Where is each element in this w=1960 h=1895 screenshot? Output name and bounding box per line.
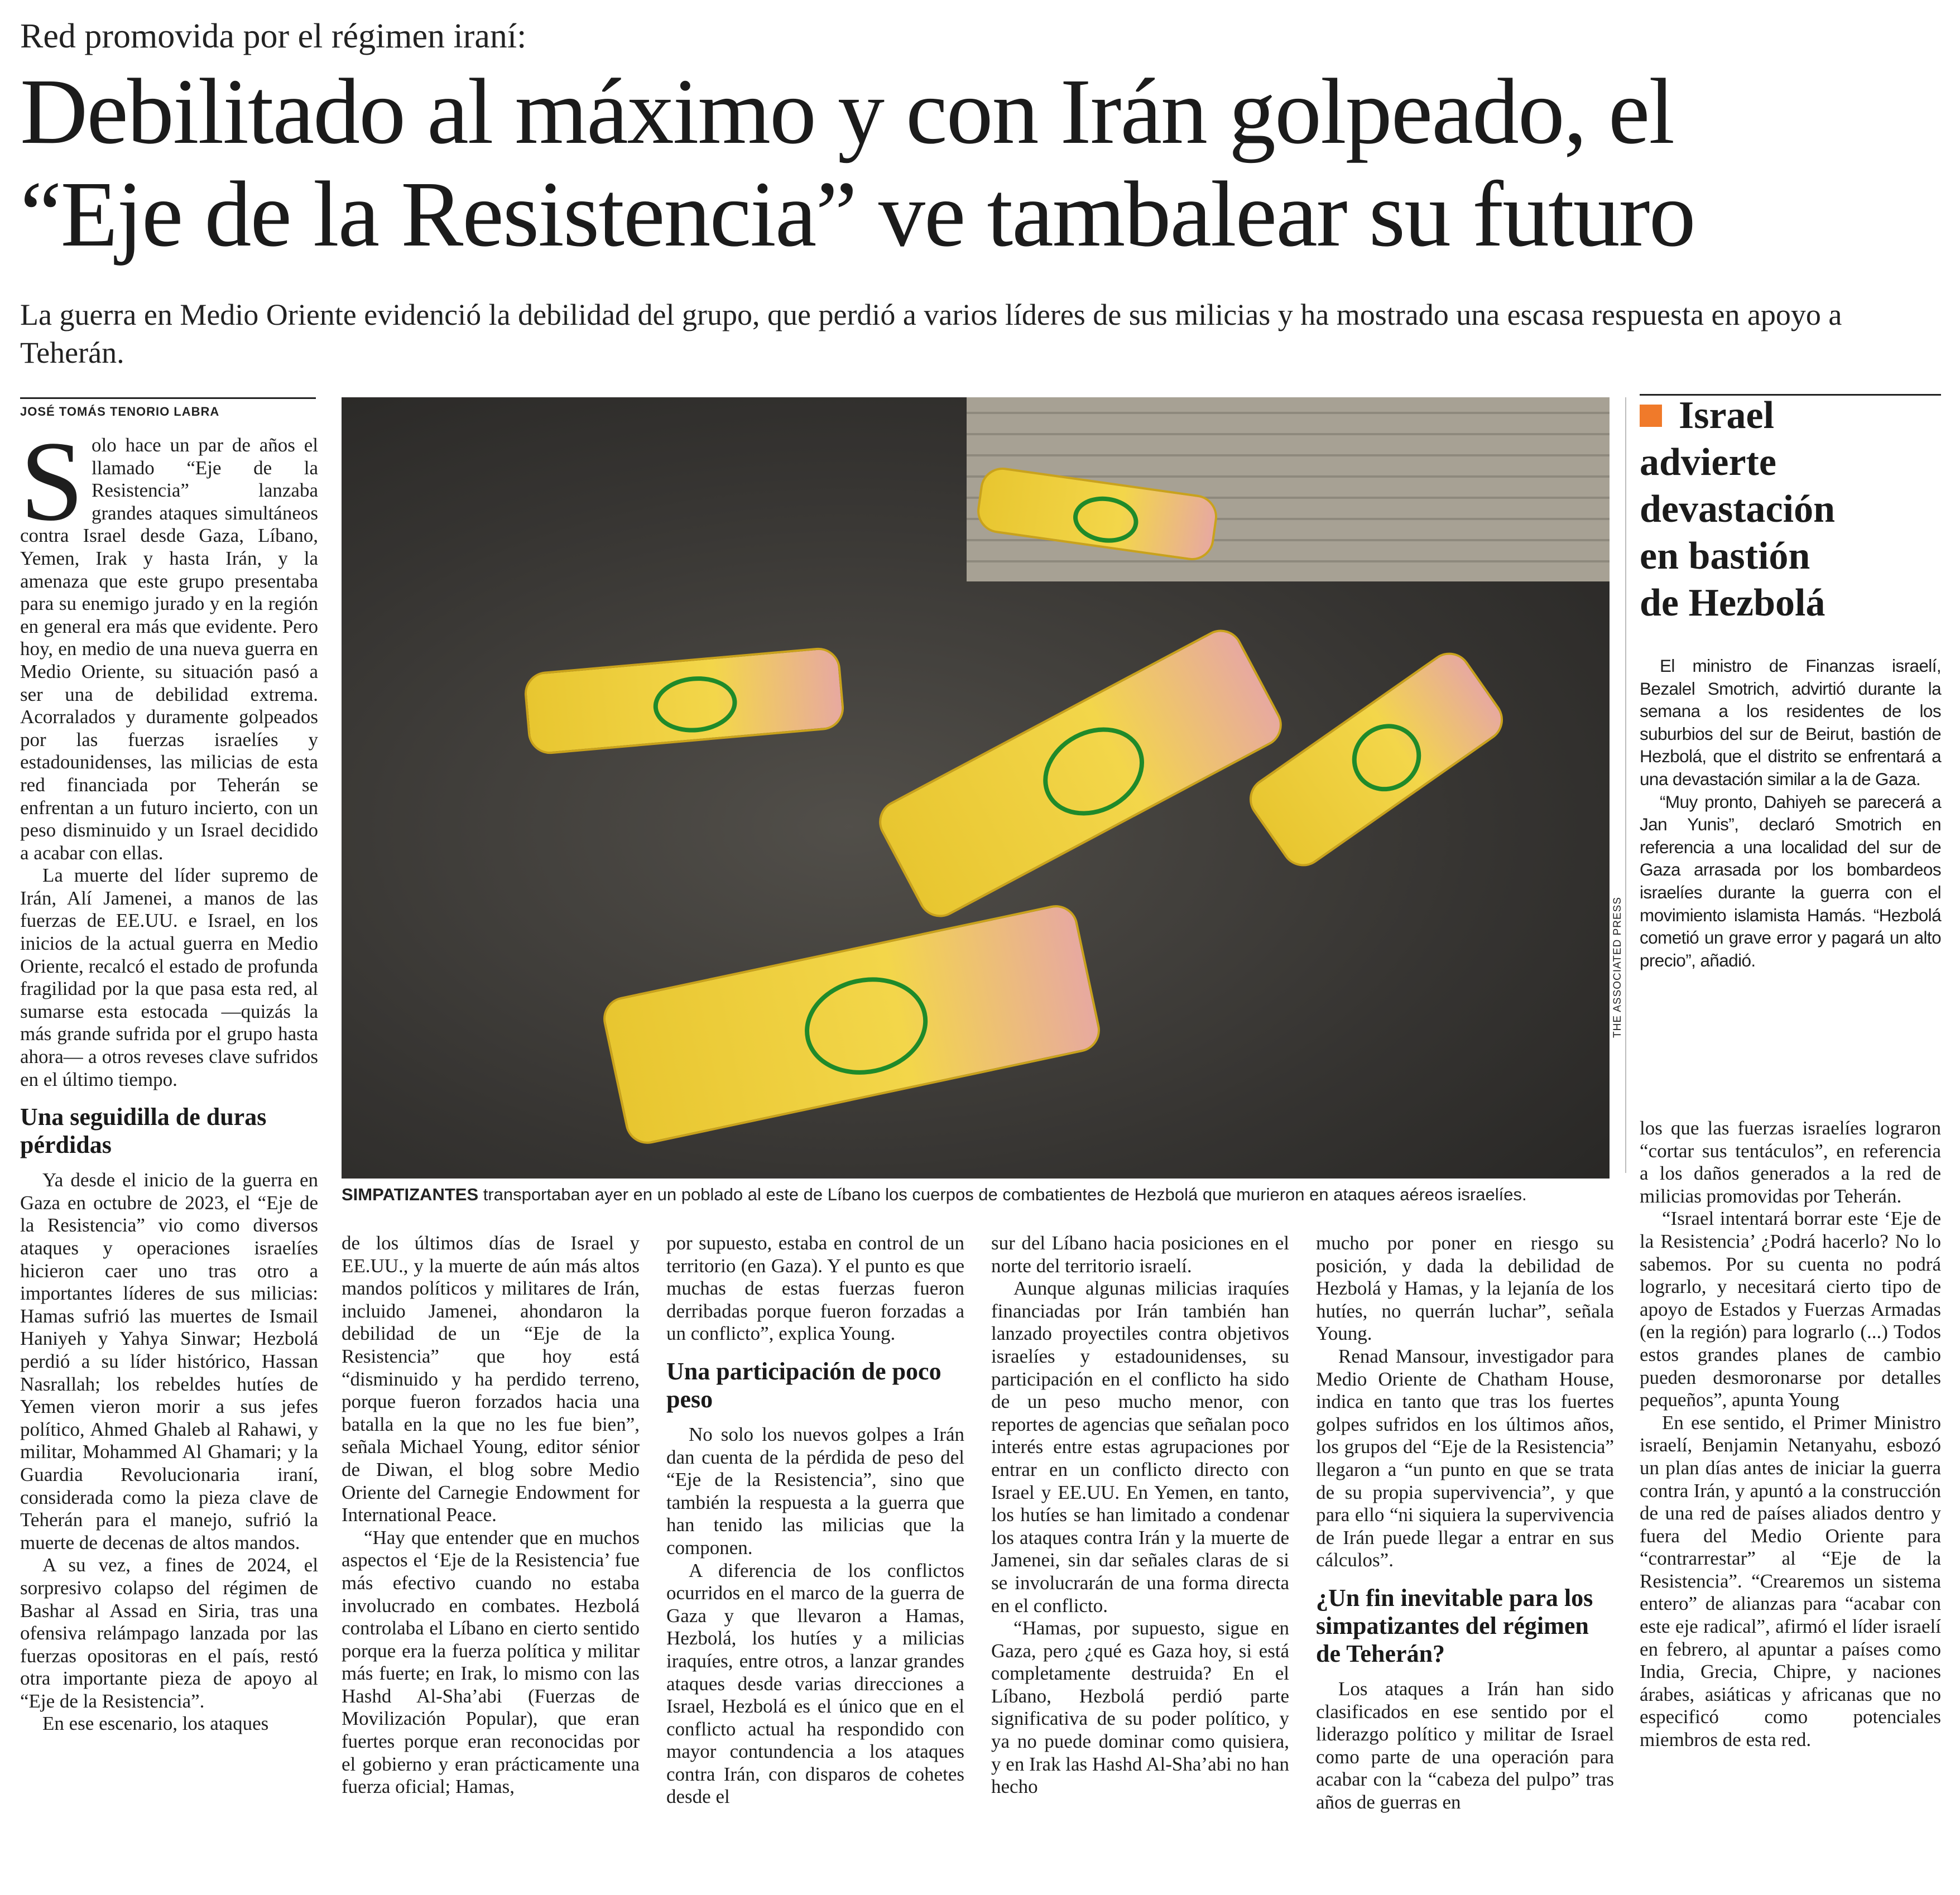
flag-emblem-icon	[651, 673, 740, 736]
article-paragraph: A diferencia de los conflictos ocurridos en el marco de la guerra de Gaza y que llevaron a Hamas, Hezbolá, los hutíes y a milicias iraquíes, entre otros, a lanzar grandes ataques desde varias direcciones a Israel, Hezbolá es el único que en el conflicto actual ha respondido con mayor contundencia a los ataques contra Irán, con disparos de cohetes desde el	[666, 1559, 964, 1808]
drop-cap: S	[20, 418, 84, 545]
sidebar-box	[1640, 394, 1941, 971]
article-paragraph: “Hamas, por supuesto, sigue en Gaza, pero ¿qué es Gaza hoy, si está completamente destruida? En el Líbano, Hezbolá perdió parte significativa de su poder político, y ya no puede dominar como quisiera, y en Irak las Hashd Al-Sha’abi no han hecho	[991, 1617, 1289, 1798]
flag-emblem-icon	[1070, 492, 1141, 546]
section-heading: Una participación de poco peso	[666, 1357, 941, 1413]
article-column-3	[666, 1232, 964, 1809]
kicker: Red promovida por el régimen iraní:	[20, 17, 527, 55]
article-paragraph: En ese sentido, el Primer Ministro israelí, Benjamin Netanyahu, esbozó un plan días antes de iniciar la guerra contra Irán, y apuntó a la construcción de una red de países aliados dentro y fuera del Medio Oriente para “contrarrestar” al “Eje de la Resistencia”. “Crearemos un sistema entero” de alianzas para “acabar con este eje radical”, afirmó el líder israelí en febrero, al apuntar a países como India, Grecia, Chipre, y naciones árabes, asiáticas y africanas que no especificó como potenciales miembros de esta red.	[1640, 1411, 1941, 1751]
article-paragraph: Los ataques a Irán han sido clasificados en ese sentido por el liderazgo político y militar de Israel como parte de una operación para acabar con la “cabeza del pulpo” tras años de guerras en	[1316, 1677, 1614, 1813]
sidebar-title-text: Israel	[1679, 394, 1775, 437]
section-heading: Una seguidilla de duras pérdidas	[20, 1103, 267, 1159]
article-paragraph: Ya desde el inicio de la guerra en Gaza en octubre de 2023, el “Eje de la Resistencia” vio como diversos ataques y operaciones israelíes hicieron caer uno tras otro a importantes líderes de sus milicias: Hamas sufrió las muertes de Ismail Haniyeh y Yahya Sinwar; Hezbolá perdió a su líder histórico, Hassan Nasrallah; los rebeldes hutíes de Yemen vieron morir a sus jefes político, Ahmed Ghaleb al Rahawi, y militar, Mohammed Al Ghamari; y la Guardia Revolucionaria iraní, considerada como la pieza clave de Teherán para el manejo, sufrió la muerte de decenas de altos mandos.	[20, 1169, 318, 1553]
byline: JOSÉ TOMÁS TENORIO LABRA	[20, 397, 316, 419]
article-paragraph: de los últimos días de Israel y EE.UU., y la muerte de aún más altos mandos políticos y militares de Irán, incluido Jamenei, ahondaron la debilidad de un “Eje de la Resistencia” que hoy está “disminuido y ha perdido terreno, porque fueron forzados hacia una batalla en la que no les fue bien”, señala Michael Young, editor sénior de Diwan, el blog sobre Medio Oriente del Carnegie Endowment for International Peace.	[342, 1232, 640, 1526]
article-paragraph: En ese escenario, los ataques	[42, 1713, 269, 1735]
sidebar-title	[1640, 392, 1941, 627]
flag-emblem-icon	[796, 966, 937, 1085]
article-column-4	[991, 1232, 1289, 1798]
caption-text: transportaban ayer en un poblado al este de Líbano los cuerpos de combatientes de Hezbolá que murieron en ataques aéreos israelíes.	[478, 1185, 1527, 1204]
article-paragraph: mucho por poner en riesgo su posición, y dada la debilidad de Hezbolá y Hamas, y la lejanía de los hutíes, no querrán luchar”, señala Young.	[1316, 1232, 1614, 1345]
photo-caption	[342, 1184, 1620, 1205]
sidebar-divider	[1625, 397, 1626, 1173]
article-paragraph: “Israel intentará borrar este ‘Eje de la Resistencia’ ¿Podrá hacerlo? No lo sabemos. Por su cuenta no podrá lograrlo, y necesitará cierto tipo de apoyo de Estados y Fuerzas Armadas (en la región) para lograrlo (...) Todos estos grandes planes de cambio pueden desmoronarse por detalles pequeños”, apunta Young	[1640, 1208, 1941, 1411]
article-column-6	[1640, 1117, 1941, 1752]
headline	[20, 60, 1940, 266]
article-paragraph: los que las fuerzas israelíes lograron “cortar sus tentáculos”, en referencia a los daños generados a la red de milicias promovidas por Teherán.	[1640, 1117, 1941, 1207]
sidebar-title-line: de Hezbolá	[1640, 581, 1826, 624]
headline-line-1: Debilitado al máximo y con Irán golpeado, el	[20, 60, 1674, 163]
news-photo	[342, 397, 1610, 1179]
article-paragraph: A su vez, a fines de 2024, el sorpresivo colapso del régimen de Bashar al Assad en Siria, tras una ofensiva relámpago lanzada por las fuerzas opositoras en el país, restó otra importante pieza de apoyo al “Eje de la Resistencia”.	[20, 1554, 318, 1712]
article-column-5	[1316, 1232, 1614, 1814]
sidebar-title-line: devastación	[1640, 488, 1835, 531]
sidebar-body	[1640, 655, 1941, 971]
sidebar-title-line: en bastión	[1640, 535, 1810, 578]
headline-line-2: “Eje de la Resistencia” ve tambalear su futuro	[20, 162, 1695, 266]
article-paragraph: No solo los nuevos golpes a Irán dan cuenta de la pérdida de peso del “Eje de la Resistencia”, sino que también la respuesta a la guerra que han tenido las milicias que la componen.	[666, 1423, 964, 1559]
sidebar-title-line: advierte	[1640, 441, 1776, 484]
article-paragraph: “Hay que entender que en muchos aspectos el ‘Eje de la Resistencia’ fue más efectivo cuando no estaba involucrado en combates. Hezbolá controlaba el Líbano en cierto sentido porque era la fuerza política y militar más fuerte; en Irak, lo mismo con las Hashd Al-Sha’abi (Fuerzas de Movilización Popular), que eran fuertes porque eran reconocidas por el gobierno y eran prácticamente una fuerza oficial; Hamas,	[342, 1526, 640, 1798]
article-paragraph: olo hace un par de años el llamado “Eje de la Resistencia” lanzaba grandes ataques simultáneos contra Israel desde Gaza, Líbano, Yemen, Irak y hasta Irán, y la amenaza que este grupo presentaba para su enemigo jurado y en la región en general era más que evidente. Pero hoy, en medio de una nueva guerra en Medio Oriente, su situación pasó a ser una de debilidad extrema. Acorralados y duramente golpeados por las fuerzas israelíes y estadounidenses, las milicias de esta red financiada por Teherán se enfrentan a un futuro incierto, con un peso disminuido y un Israel decidido a acabar con ellas.	[20, 434, 318, 864]
article-column-1	[20, 418, 318, 1735]
section-heading: ¿Un fin inevitable para los simpatizantes del régimen de Teherán?	[1316, 1584, 1593, 1667]
sidebar-paragraph: “Muy pronto, Dahiyeh se parecerá a Jan Yunis”, declaró Smotrich en referencia a una localidad del sur de Gaza arrasada por los bombardeos israelíes durante la guerra con el movimiento islamista Hamás. “Hezbolá cometió un grave error y pagará un alto precio”, añadió.	[1640, 791, 1941, 970]
article-column-2	[342, 1232, 640, 1798]
article-paragraph: sur del Líbano hacia posiciones en el norte del territorio israelí.	[991, 1232, 1289, 1277]
article-paragraph: Renad Mansour, investigador para Medio Oriente de Chatham House, indica en tanto que tras los fuertes golpes sufridos en los últimos años, los grupos del “Eje de la Resistencia” llegaron a “un punto en que se trata de su propia supervivencia”, y que para ello “ni siquiera la supervivencia de Irán puede llegar a entrar en sus cálculos”.	[1316, 1345, 1614, 1571]
sidebar-title-line	[1640, 392, 1941, 439]
sidebar-paragraph: El ministro de Finanzas israelí, Bezalel Smotrich, advirtió durante la semana a los residentes de los suburbios del sur de Beirut, bastión de Hezbolá, que el distrito se enfrentará a una devastación similar a la de Gaza.	[1640, 656, 1941, 789]
caption-lead: SIMPATIZANTES	[342, 1185, 479, 1204]
subheadline: La guerra en Medio Oriente evidenció la debilidad del grupo, que perdió a varios líderes de sus milicias y ha mostrado una escasa respuesta en apoyo a Teherán.	[20, 298, 1842, 369]
square-bullet-icon	[1640, 405, 1662, 427]
article-paragraph: Aunque algunas milicias iraquíes financiadas por Irán también han lanzado proyectiles contra objetivos israelíes y estadounidenses, su participación en el conflicto ha sido de un peso mucho menor, con reportes de agencias que señalan poco interés entre estas agrupaciones por entrar en un conflicto directo con Israel y EE.UU. En Yemen, en tanto, los hutíes se han limitado a condenar los ataques contra Irán y la muerte de Jamenei, sin dar señales claras de si se involucrarán de una forma directa en el conflicto.	[991, 1277, 1289, 1617]
article-paragraph: La muerte del líder supremo de Irán, Alí Jamenei, a manos de las fuerzas de EE.UU. e Israel, en los inicios de la actual guerra en Medio Oriente, recalcó el estado de profunda fragilidad por la que pasa esta red, al sumarse esta estocada —quizás la más grande sufrida por el grupo hasta ahora— a otros reveses clave sufridos en el último tiempo.	[20, 864, 318, 1090]
photo-credit: THE ASSOCIATED PRESS	[1612, 897, 1623, 1038]
article-paragraph: por supuesto, estaba en control de un territorio (en Gaza). Y el punto es que muchas de estas fuerzas fueron derribadas porque fueron forzadas a un conflicto”, explica Young.	[666, 1232, 964, 1345]
